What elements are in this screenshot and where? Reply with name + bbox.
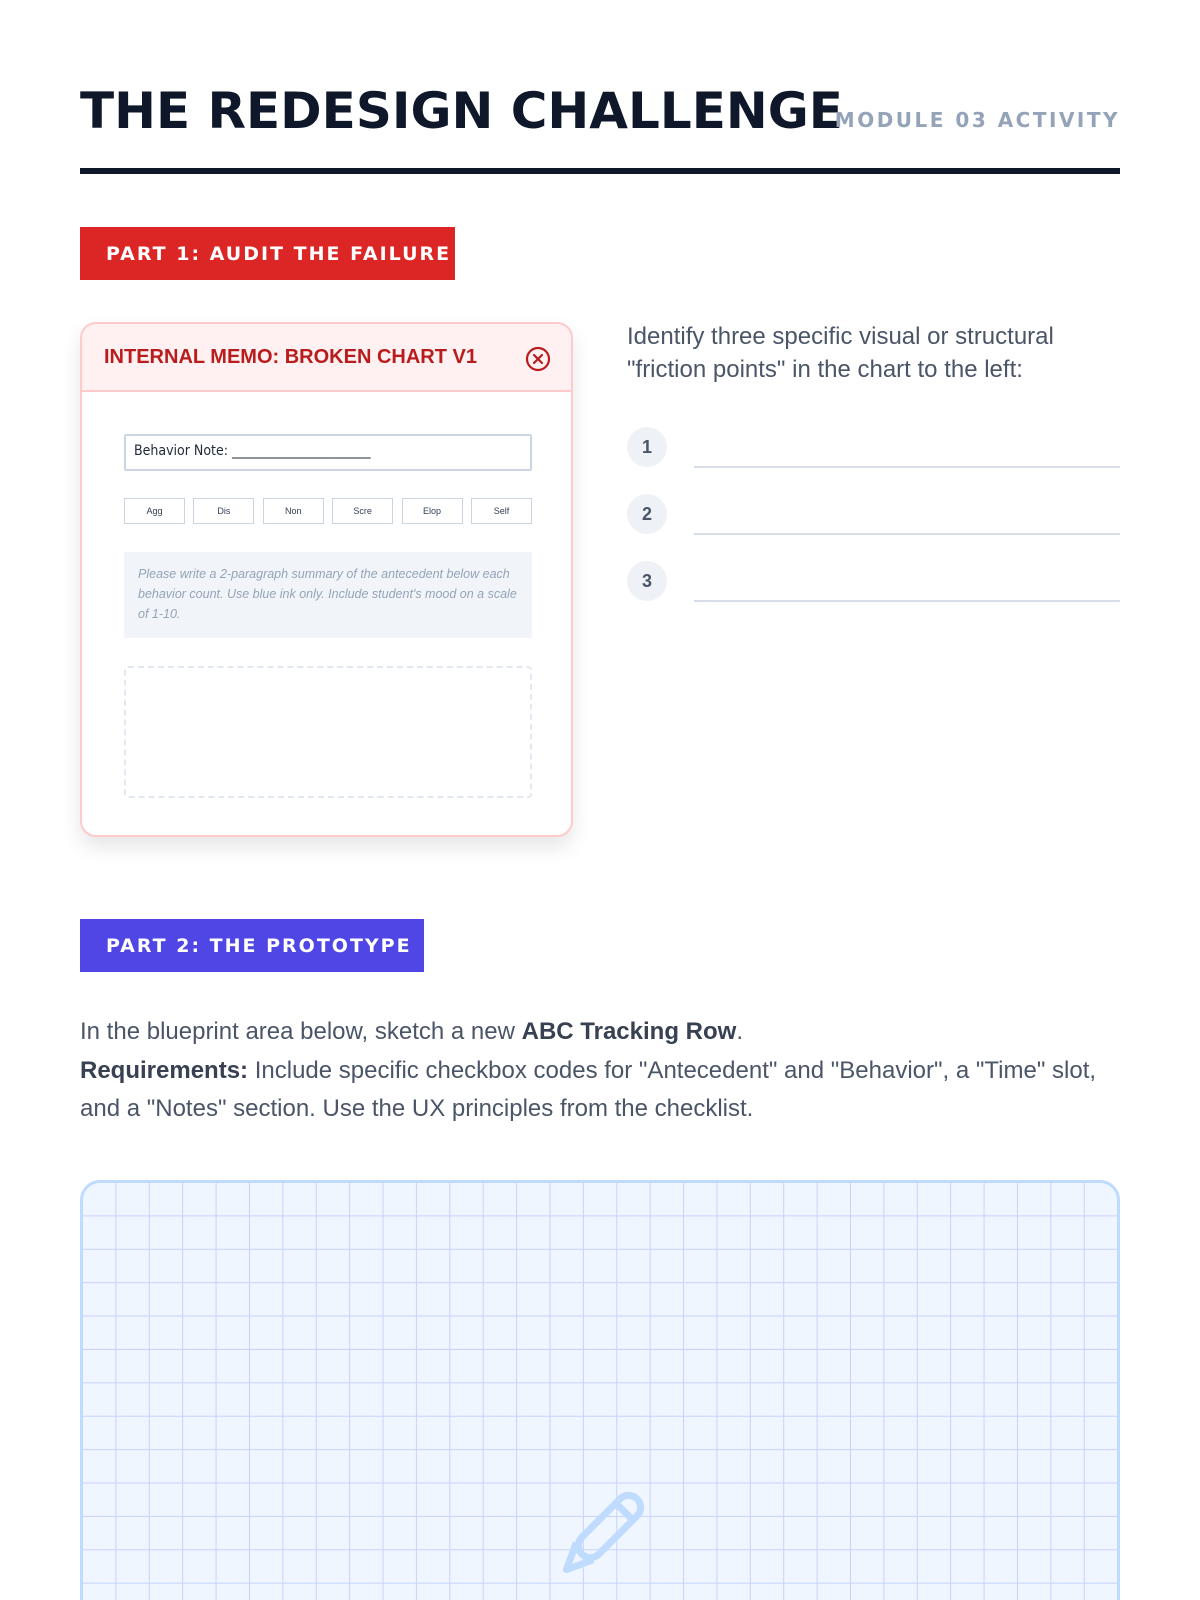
close-circle-icon[interactable] — [525, 346, 551, 372]
part2-banner: PART 2: THE PROTOTYPE — [80, 919, 424, 972]
pencil-icon — [546, 1480, 656, 1590]
blueprint-sketch-area[interactable] — [80, 1180, 1120, 1600]
friction-point-number: 1 — [627, 427, 667, 467]
module-label: MODULE 03 ACTIVITY — [834, 108, 1120, 132]
page-title: THE REDESIGN CHALLENGE — [80, 82, 843, 140]
intro-bold: ABC Tracking Row — [521, 1018, 737, 1045]
part1-banner: PART 1: AUDIT THE FAILURE — [80, 227, 455, 280]
friction-prompt: Identify three specific visual or structural "friction points" in the chart to the left: — [627, 323, 1054, 383]
broken-chart-memo — [80, 322, 573, 837]
page-header — [80, 78, 1120, 174]
behavior-code-cell: Scre — [332, 498, 393, 524]
requirements-label: Requirements: — [80, 1056, 249, 1084]
memo-instructions: Please write a 2-paragraph summary of the antecedent below each behavior count. Use blue ink only. Include student's mood on a scale of 1-10. — [124, 552, 532, 638]
friction-point-row — [627, 427, 1120, 469]
friction-point-number: 3 — [627, 561, 667, 601]
behavior-note-field: Behavior Note: ______________________ — [124, 434, 532, 471]
behavior-code-cell: Elop — [402, 498, 463, 524]
friction-point-answer-line[interactable] — [694, 533, 1120, 535]
behavior-code-cell: Self — [471, 498, 532, 524]
prototype-instructions — [80, 1013, 1120, 1129]
behavior-code-row — [124, 498, 532, 524]
memo-header — [82, 324, 571, 392]
friction-point-row — [627, 494, 1120, 536]
worksheet-page — [80, 0, 1120, 1600]
behavior-code-cell: Agg — [124, 498, 185, 524]
intro-end: . — [736, 1018, 743, 1045]
behavior-code-cell: Non — [263, 498, 324, 524]
intro-text: In the blueprint area below, sketch a new — [80, 1018, 522, 1045]
friction-point-answer-line[interactable] — [694, 600, 1120, 602]
memo-title: INTERNAL MEMO: BROKEN CHART V1 — [104, 346, 477, 368]
memo-empty-box — [124, 666, 532, 798]
friction-point-number: 2 — [627, 494, 667, 534]
friction-point-answer-line[interactable] — [694, 466, 1120, 468]
behavior-code-cell: Dis — [193, 498, 254, 524]
friction-point-row — [627, 561, 1120, 603]
requirements-text: Include specific checkbox codes for "Antecedent" and "Behavior", a "Time" slot, and a "Notes" section. Use the UX principles from the checklist. — [80, 1056, 1097, 1122]
